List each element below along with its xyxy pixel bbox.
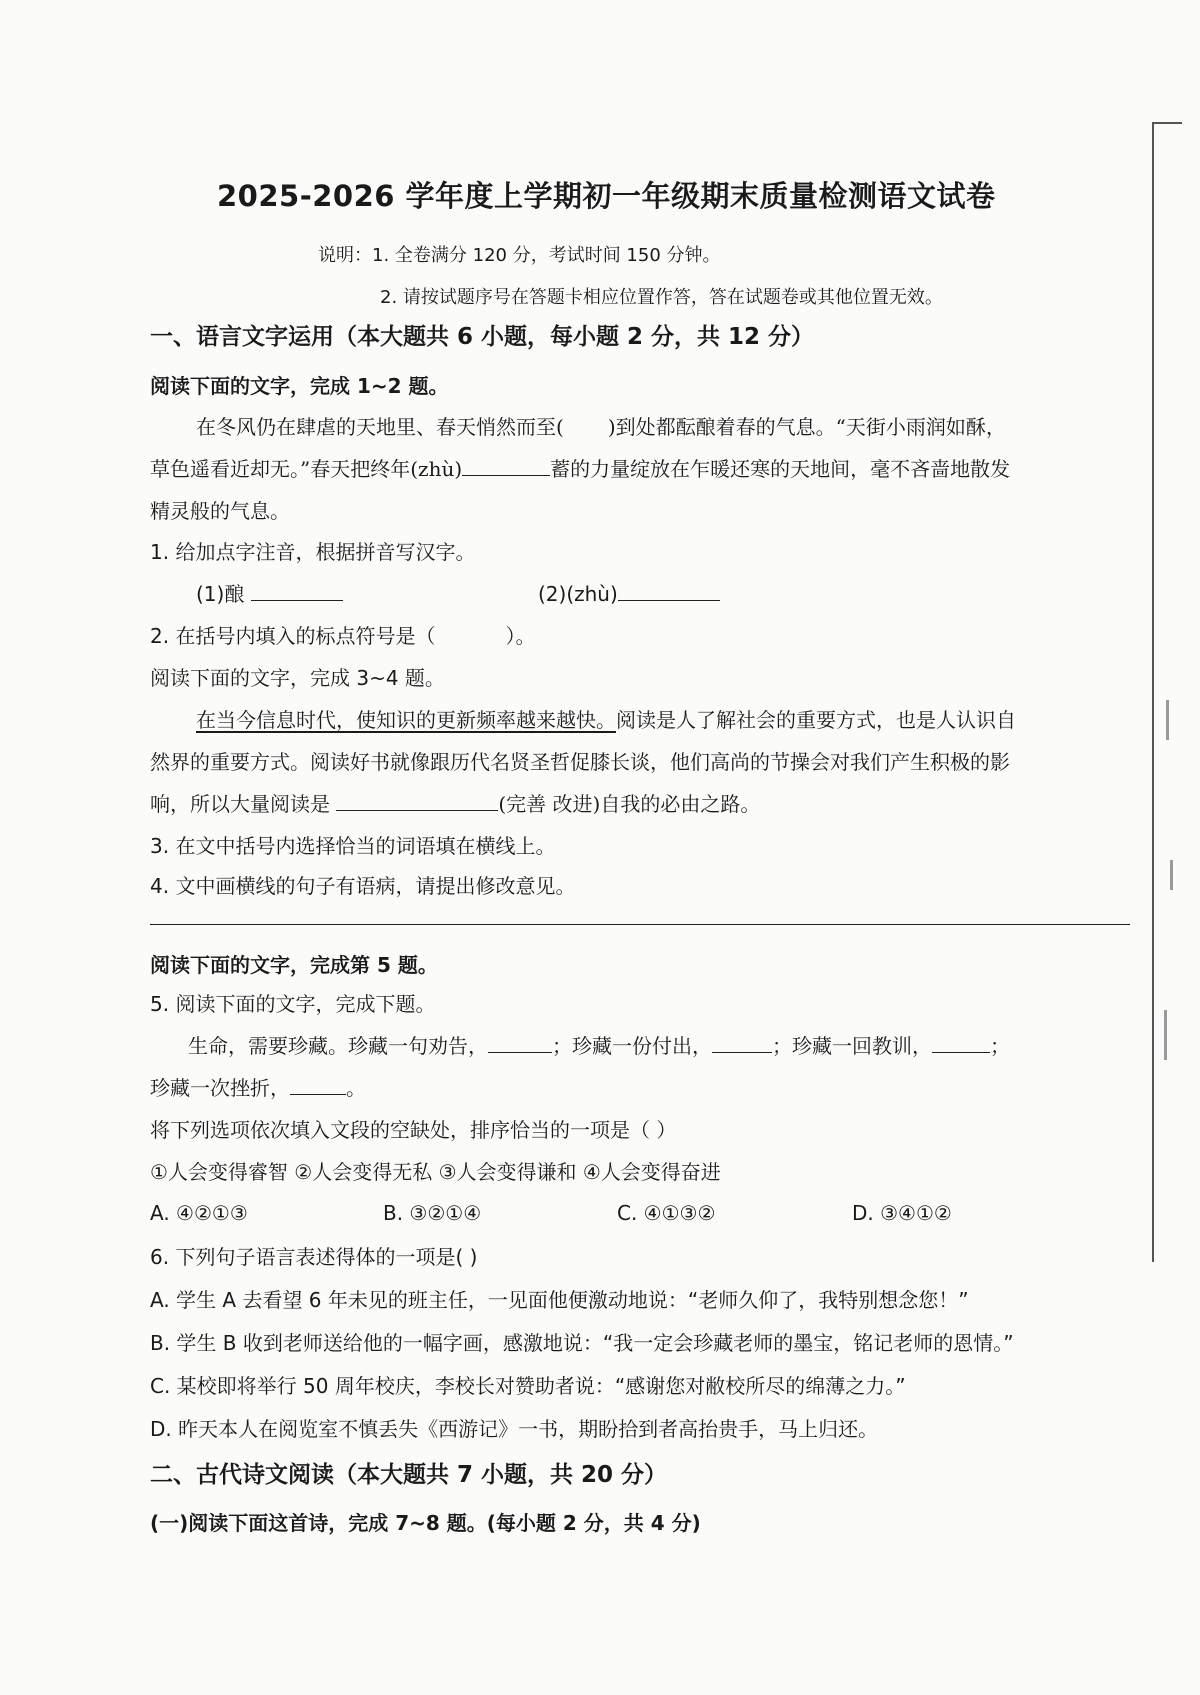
question-5-stem: 将下列选项依次填入文段的空缺处，排序恰当的一项是（ ） [150, 1118, 677, 1142]
passage1-line3: 精灵般的气息。 [150, 499, 290, 523]
passage2-line2: 然界的重要方式。阅读好书就像跟历代名贤圣哲促膝长谈，他们高尚的节操会对我们产生积极的影 [150, 750, 1010, 774]
question-6-option-d[interactable]: D. 昨天本人在阅览室不慎丢失《西游记》一书，期盼拾到者高抬贵手，马上归还。 [150, 1417, 879, 1441]
scan-speck [1166, 700, 1169, 740]
passage1-line1b: )到处都酝酿着春的气息。“天街小雨润如酥， [607, 415, 1006, 439]
option-a[interactable]: A. ④②①③ [150, 1201, 248, 1225]
question-5-items: ①人会变得睿智 ②人会变得无私 ③人会变得谦和 ④人会变得奋进 [150, 1160, 721, 1184]
part2-sub1: (一)阅读下面这首诗，完成 7~8 题。(每小题 2 分，共 4 分) [150, 1511, 701, 1535]
option-b[interactable]: B. ③②①④ [383, 1201, 482, 1225]
passage2-line3: 响，所以大量阅读是 (完善 改进)自我的必由之路。 [150, 792, 761, 816]
question-1: 1. 给加点字注音，根据拼音写汉字。 [150, 540, 476, 564]
answer-blank[interactable] [290, 1074, 346, 1095]
answer-blank[interactable] [251, 580, 343, 601]
question-6-option-b[interactable]: B. 学生 B 收到老师送给他的一幅字画，感激地说：“我一定会珍藏老师的墨宝，铭记老师的恩情。” [150, 1331, 1014, 1355]
question-6-option-c[interactable]: C. 某校即将举行 50 周年校庆，李校长对赞助者说：“感谢您对敝校所尽的绵薄之力。” [150, 1374, 906, 1398]
passage1-line1a: 在冬风仍在肆虐的天地里、春天悄然而至( [196, 415, 564, 439]
passage1-line2 [150, 455, 1010, 483]
answer-blank[interactable] [462, 455, 550, 476]
passage1-line1 [196, 413, 1006, 441]
question-3: 3. 在文中括号内选择恰当的词语填在横线上。 [150, 834, 556, 858]
passage1-line2b: 蓄的力量绽放在乍暖还寒的天地间，毫不吝啬地散发 [550, 457, 1011, 481]
passage2-line1-rest: 阅读是人了解社会的重要方式，也是人认识自 [616, 708, 1016, 732]
part1-heading: 一、语言文字运用（本大题共 6 小题，每小题 2 分，共 12 分） [150, 324, 815, 350]
passage1-line2a: 草色遥看近却无。”春天把终年(zhù) [150, 457, 463, 481]
scan-speck [1164, 1010, 1167, 1060]
answer-blank[interactable] [336, 790, 498, 811]
option-d[interactable]: D. ③④①② [852, 1201, 952, 1225]
scan-edge-tick [1152, 122, 1182, 124]
answer-blank[interactable] [618, 580, 720, 601]
answer-blank[interactable] [932, 1032, 990, 1053]
intro-3-4: 阅读下面的文字，完成 3~4 题。 [150, 666, 445, 690]
faulty-sentence: 在当今信息时代，使知识的更新频率越来越快。 [196, 708, 616, 732]
intro-5: 阅读下面的文字，完成第 5 题。 [150, 953, 438, 977]
exam-note-1: 说明：1. 全卷满分 120 分，考试时间 150 分钟。 [318, 245, 721, 266]
scan-speck [1170, 860, 1173, 890]
passage3-line1: 生命，需要珍藏。珍藏一句劝告， ；珍藏一份付出， ；珍藏一回教训， ； [188, 1034, 1010, 1058]
question-4: 4. 文中画横线的句子有语病，请提出修改意见。 [150, 874, 576, 898]
intro-1-2: 阅读下面的文字，完成 1~2 题。 [150, 374, 449, 398]
scan-edge-line [1152, 122, 1154, 1262]
passage3-line2: 珍藏一次挫折， 。 [150, 1076, 366, 1100]
exam-note-2: 2. 请按试题序号在答题卡相应位置作答，答在试题卷或其他位置无效。 [380, 287, 943, 308]
exam-title: 2025-2026 学年度上学期初一年级期末质量检测语文试卷 [217, 179, 996, 213]
question-1-sub1: (1)酿 [196, 580, 343, 608]
option-c[interactable]: C. ④①③② [617, 1201, 716, 1225]
question-6-option-a[interactable]: A. 学生 A 去看望 6 年未见的班主任，一见面他便激动地说：“老师久仰了，我特别想念您！” [150, 1288, 969, 1312]
question-2: 2. 在括号内填入的标点符号是（ ）。 [150, 624, 536, 648]
question-1-sub2: (2)(zhù) [538, 580, 720, 608]
question-5: 5. 阅读下面的文字，完成下题。 [150, 992, 436, 1016]
answer-line[interactable] [150, 924, 1130, 925]
answer-blank[interactable] [488, 1032, 552, 1053]
part2-heading: 二、古代诗文阅读（本大题共 7 小题，共 20 分） [150, 1462, 668, 1488]
answer-blank[interactable] [712, 1032, 772, 1053]
passage2-line1 [196, 706, 1016, 734]
question-6: 6. 下列句子语言表述得体的一项是( ) [150, 1245, 478, 1269]
